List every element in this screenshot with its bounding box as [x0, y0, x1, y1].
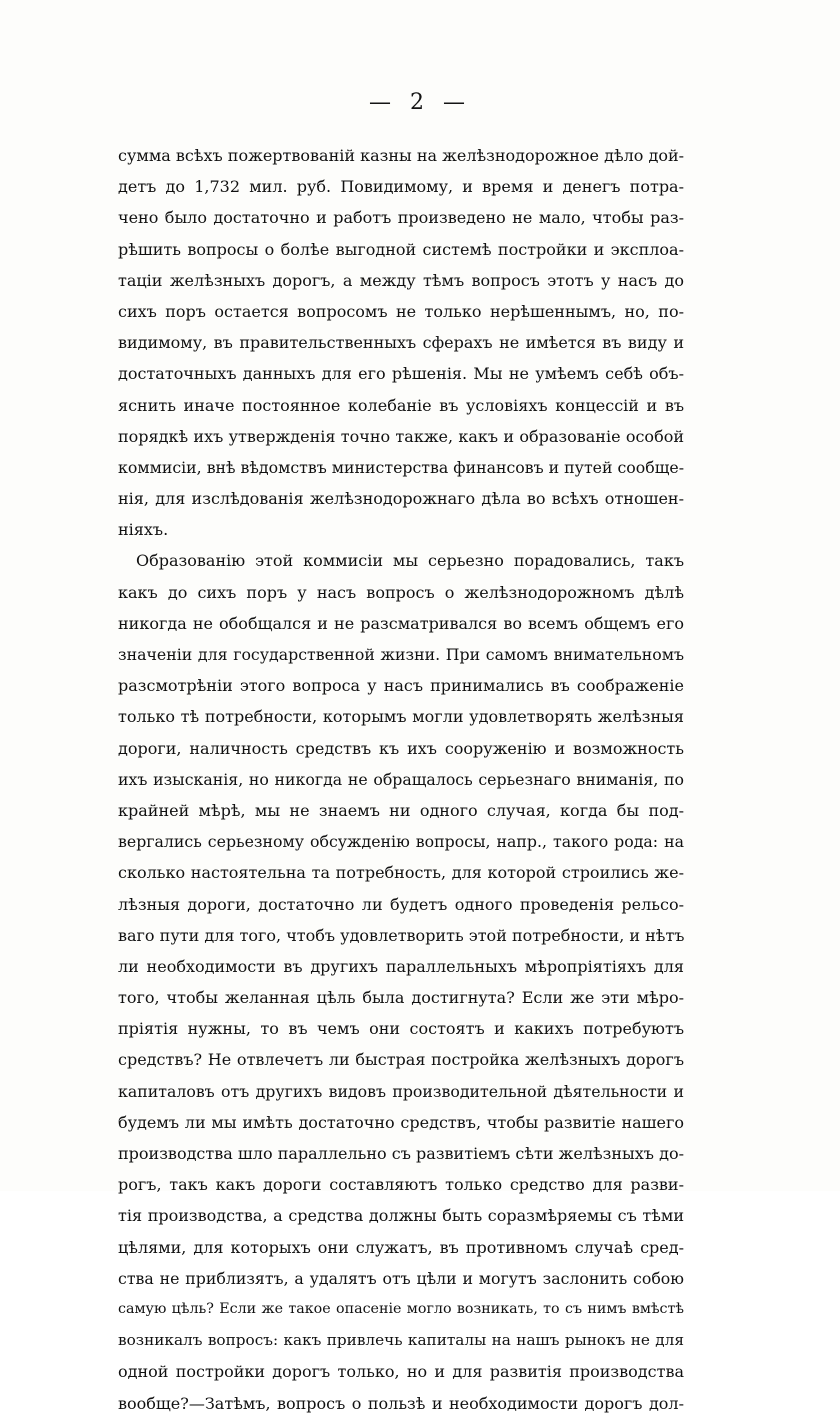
text-line: цѣлями, для которыхъ они служатъ, въ противномъ случаѣ сред-	[118, 1237, 684, 1257]
text-line: детъ до 1,732 мил. руб. Повидимому, и время и денегъ потра-	[118, 177, 684, 197]
text-line: рогъ, такъ какъ дороги составляютъ только средство для разви-	[118, 1175, 684, 1195]
page-number: — 2 —	[369, 90, 471, 115]
text-line: никогда не обобщался и не разсматривался во всемъ общемъ его	[118, 613, 684, 633]
text-line: сихъ поръ остается вопросомъ не только нерѣшеннымъ, но, по-	[118, 301, 684, 321]
text-line: крайней мѣрѣ, мы не знаемъ ни одного случая, когда бы под-	[118, 800, 684, 820]
text-line: капиталовъ отъ другихъ видовъ производительной дѣятельности и	[118, 1081, 684, 1101]
text-line: одной постройки дорогъ только, но и для развитія производства	[118, 1362, 684, 1382]
text-line: вергались серьезному обсужденію вопросы, напр., такого рода: на	[118, 832, 684, 852]
text-line: тія производства, а средства должны быть соразмѣряемы съ тѣми	[118, 1206, 684, 1226]
text-line: рѣшить вопросы о болѣе выгодной системѣ постройки и эксплоа-	[118, 239, 684, 259]
text-line: сколько настоятельна та потребность, для которой строились же-	[118, 863, 684, 883]
text-line: вообще?—Затѣмъ, вопросъ о пользѣ и необходимости дорогъ дол-	[118, 1393, 684, 1413]
text-line: самую цѣль? Если же такое опасеніе могло возникать, то съ нимъ вмѣстѣ	[118, 1300, 684, 1317]
text-line: достаточныхъ данныхъ для его рѣшенія. Мы не умѣемъ себѣ объ-	[118, 364, 684, 384]
text-line: нія, для изслѣдованія желѣзнодорожнаго дѣла во всѣхъ отношен-	[118, 489, 684, 509]
text-line: средствъ? Не отвлечетъ ли быстрая постройка желѣзныхъ дорогъ	[118, 1050, 684, 1070]
text-line: ства не приблизятъ, а удалятъ отъ цѣли и могутъ заслонить собою	[118, 1268, 684, 1288]
text-line: будемъ ли мы имѣть достаточно средствъ, чтобы развитіе нашего	[118, 1112, 684, 1132]
text-line: возникалъ вопросъ: какъ привлечь капиталы на нашъ рынокъ не для	[118, 1331, 684, 1350]
text-line: значеніи для государственной жизни. При самомъ внимательномъ	[118, 645, 684, 664]
text-line: ніяхъ.	[118, 520, 169, 540]
text-line: чено было достаточно и работъ произведено не мало, чтобы раз-	[118, 208, 684, 228]
text-line: ли необходимости въ другихъ параллельныхъ мѣропріятіяхъ для	[118, 956, 684, 976]
text-line: таціи желѣзныхъ дорогъ, а между тѣмъ вопросъ этотъ у насъ до	[118, 270, 684, 290]
text-line: того, чтобы желанная цѣль была достигнута? Если же эти мѣро-	[118, 988, 684, 1008]
text-line: разсмотрѣніи этого вопроса у насъ принимались въ соображеніе	[118, 676, 684, 696]
text-line: пріятія нужны, то въ чемъ они состоятъ и какихъ потребуютъ	[118, 1019, 684, 1039]
text-line: сумма всѣхъ пожертвованій казны на желѣзнодорожное дѣло дой-	[118, 146, 684, 165]
paragraph	[118, 140, 684, 545]
text-line: коммисіи, внѣ вѣдомствъ министерства финансовъ и путей сообще-	[118, 457, 684, 477]
text-line: порядкѣ ихъ утвержденія точно также, какъ и образованіе особой	[118, 426, 684, 446]
text-line: лѣзныя дороги, достаточно ли будетъ одного проведенія рельсо-	[118, 894, 684, 914]
text-line: ихъ изысканія, но никогда не обращалось серьезнаго вниманія, по	[118, 769, 684, 789]
text-body	[118, 140, 684, 1419]
paragraph	[118, 545, 684, 1418]
text-line: только тѣ потребности, которымъ могли удовлетворять желѣзныя	[118, 707, 684, 727]
text-line: видимому, въ правительственныхъ сферахъ не имѣется въ виду и	[118, 333, 684, 353]
text-line: дороги, наличность средствъ къ ихъ сооруженію и возможность	[118, 738, 684, 758]
text-line: Образованію этой коммисіи мы серьезно порадовались, такъ	[136, 551, 684, 571]
text-line: производства шло параллельно съ развитіемъ сѣти желѣзныхъ до-	[118, 1144, 684, 1163]
text-line: ваго пути для того, чтобъ удовлетворить этой потребности, и нѣтъ	[118, 925, 684, 945]
text-line: яснить иначе постоянное колебаніе въ условіяхъ концессій и въ	[118, 395, 684, 415]
text-line: какъ до сихъ поръ у насъ вопросъ о желѣзнодорожномъ дѣлѣ	[118, 582, 684, 602]
